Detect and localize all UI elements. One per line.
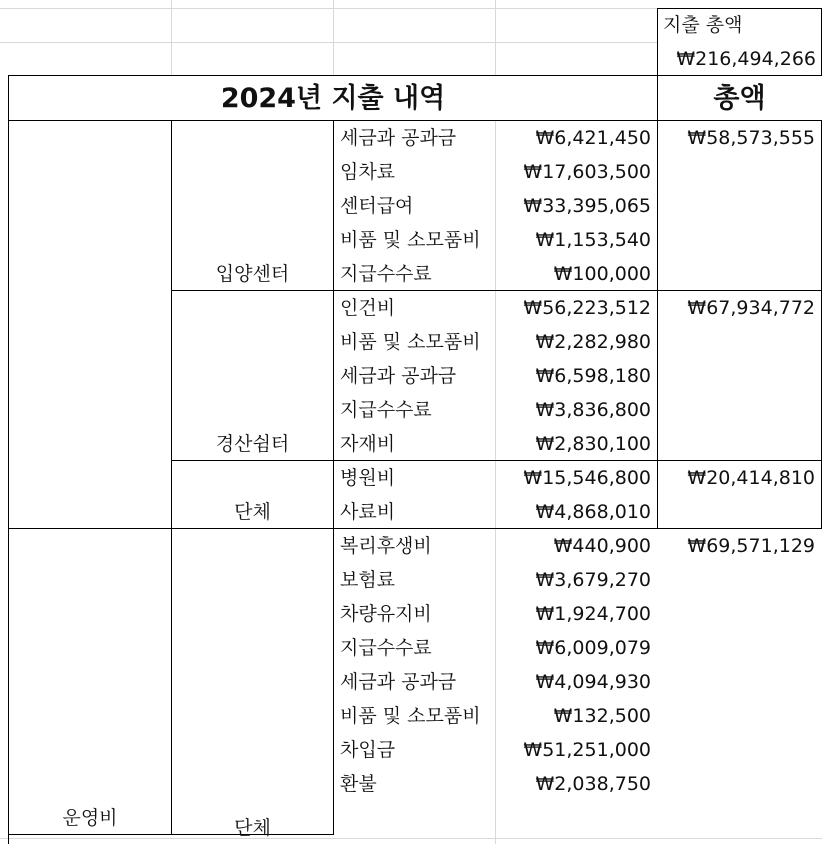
item-label-cell[interactable] (334, 801, 495, 835)
item-amount-cell[interactable]: ₩4,094,930 (535, 670, 651, 693)
subgroup-cell[interactable]: 단체 (234, 817, 271, 839)
item-amount-cell[interactable]: ₩1,924,700 (535, 602, 651, 625)
summary-label[interactable]: 지출 총액 (663, 14, 743, 36)
item-amount-cell[interactable]: ₩3,836,800 (535, 398, 651, 421)
item-amount-cell[interactable]: ₩4,868,010 (535, 500, 651, 523)
item-amount-cell[interactable]: ₩15,546,800 (523, 466, 651, 489)
item-amount-cell[interactable]: ₩6,421,450 (535, 126, 651, 149)
subgroup-total[interactable]: ₩58,573,555 (687, 126, 815, 149)
item-label-cell[interactable]: 지급수수료 (340, 262, 432, 285)
item-label-cell[interactable]: 차입금 (340, 738, 396, 761)
item-amount-cell[interactable]: ₩2,830,100 (535, 432, 651, 455)
subgroup-total[interactable]: ₩69,571,129 (687, 534, 815, 557)
item-label-cell[interactable]: 보험료 (340, 568, 396, 591)
category-cell[interactable]: 운영비 (62, 807, 118, 829)
item-label-cell[interactable]: 세금과 공과금 (340, 364, 457, 387)
item-label-cell[interactable]: 지급수수료 (340, 636, 432, 659)
item-amount-cell[interactable]: ₩2,038,750 (535, 772, 651, 795)
subgroup-total[interactable]: ₩67,934,772 (687, 296, 815, 319)
subgroup-cell[interactable]: 단체 (234, 501, 271, 523)
item-amount-cell[interactable]: ₩3,679,270 (535, 568, 651, 591)
item-label-cell[interactable]: 복리후생비 (340, 534, 432, 557)
item-label-cell[interactable]: 비품 및 소모품비 (340, 228, 481, 251)
item-label-cell[interactable]: 지급수수료 (340, 398, 432, 421)
item-label-cell[interactable]: 세금과 공과금 (340, 670, 457, 693)
total-header[interactable]: 총액 (713, 82, 766, 114)
item-amount-cell[interactable]: ₩1,153,540 (535, 228, 651, 251)
subgroup-cell[interactable]: 입양센터 (215, 263, 290, 285)
item-amount-cell[interactable]: ₩6,598,180 (535, 364, 651, 387)
item-label-cell[interactable]: 환불 (340, 772, 377, 795)
item-amount-cell[interactable]: ₩17,603,500 (523, 160, 651, 183)
item-label-cell[interactable]: 인건비 (340, 296, 396, 319)
subgroup-total[interactable]: ₩20,414,810 (687, 466, 815, 489)
item-label-cell[interactable]: 임차료 (340, 160, 396, 183)
item-amount-cell[interactable]: ₩6,009,079 (535, 636, 651, 659)
item-label-cell[interactable]: 센터급여 (340, 194, 414, 217)
item-amount-cell[interactable]: ₩33,395,065 (523, 194, 651, 217)
item-amount-cell[interactable]: ₩56,223,512 (523, 296, 651, 319)
item-label-cell[interactable]: 자재비 (340, 432, 396, 455)
item-label-cell[interactable]: 차량유지비 (340, 602, 432, 625)
item-amount-cell[interactable]: ₩2,282,980 (535, 330, 651, 353)
item-label-cell[interactable]: 사료비 (340, 500, 396, 523)
summary-value[interactable]: ₩216,494,266 (676, 48, 816, 70)
page-title[interactable]: 2024년 지출 내역 (220, 82, 446, 114)
item-label-cell[interactable]: 세금과 공과금 (340, 126, 457, 149)
item-label-cell[interactable]: 비품 및 소모품비 (340, 330, 481, 353)
subgroup-cell[interactable]: 경산쉼터 (215, 433, 290, 455)
item-label-cell[interactable]: 병원비 (340, 466, 396, 489)
item-amount-cell[interactable]: ₩132,500 (553, 704, 651, 727)
item-amount-cell[interactable]: ₩440,900 (553, 534, 651, 557)
category-cell[interactable] (9, 121, 171, 528)
item-amount-cell[interactable] (496, 801, 657, 835)
item-label-cell[interactable]: 비품 및 소모품비 (340, 704, 481, 727)
item-amount-cell[interactable]: ₩100,000 (553, 262, 651, 285)
item-amount-cell[interactable]: ₩51,251,000 (523, 738, 651, 761)
